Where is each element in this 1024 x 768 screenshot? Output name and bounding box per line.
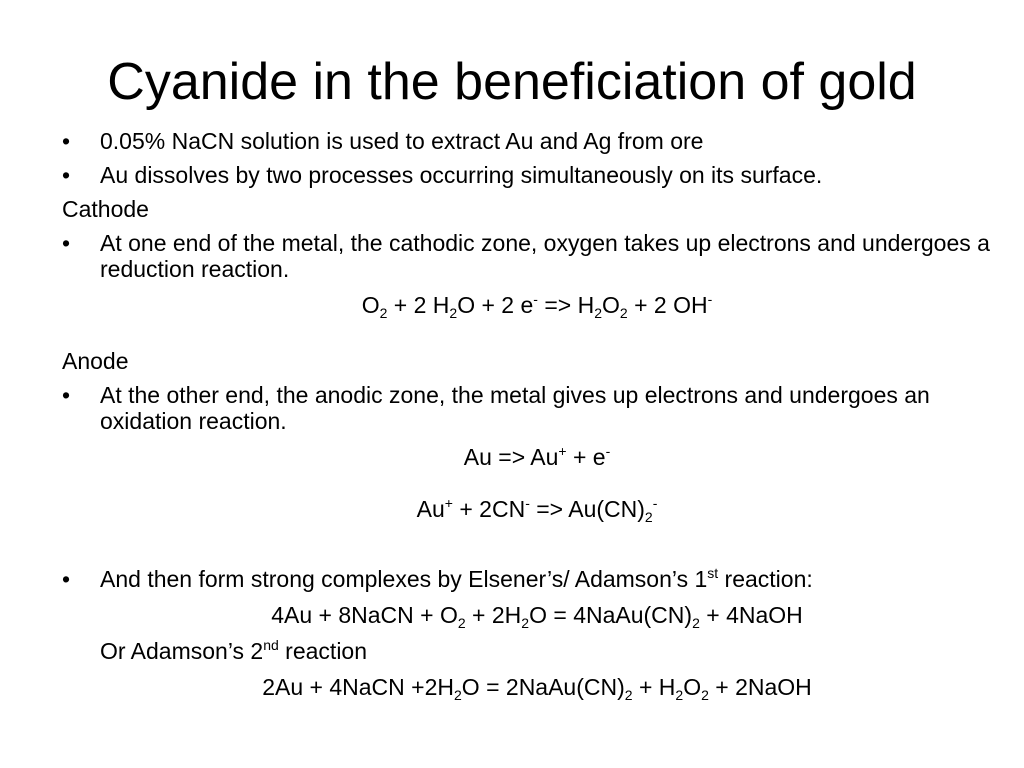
eq-part: 2Au + 4NaCN +2H bbox=[262, 674, 454, 700]
text-part: reaction bbox=[278, 638, 368, 664]
slide-title: Cyanide in the beneficiation of gold bbox=[107, 53, 917, 111]
eq-subscript: 2 bbox=[675, 687, 684, 703]
eq-part: + 2H bbox=[465, 602, 522, 628]
eq-subscript: 2 bbox=[644, 509, 653, 525]
eq-subscript: 2 bbox=[521, 615, 530, 631]
bullet-text: Au dissolves by two processes occurring simultaneously on its surface. bbox=[100, 162, 823, 188]
ordinal-superscript: nd bbox=[263, 637, 279, 653]
equation-elsener-reaction bbox=[62, 602, 1012, 631]
bullet-text: reaction: bbox=[718, 566, 813, 592]
adamson-second-reaction-label bbox=[62, 638, 1012, 664]
eq-part: + 2NaOH bbox=[708, 674, 812, 700]
eq-part: + 4NaOH bbox=[699, 602, 803, 628]
eq-part: => Au(CN) bbox=[529, 496, 645, 522]
eq-subscript: 2 bbox=[624, 687, 633, 703]
text-part: Or Adamson’s 2 bbox=[100, 638, 264, 664]
eq-part: Au bbox=[416, 496, 445, 522]
bullet-text: And then form strong complexes by Elsener’s/ Adamson’s 1 bbox=[100, 566, 708, 592]
eq-superscript: - bbox=[525, 495, 530, 511]
eq-superscript: - bbox=[707, 291, 713, 307]
eq-subscript: 2 bbox=[594, 305, 603, 321]
eq-part: + 2CN bbox=[452, 496, 526, 522]
bullet-cathodic-zone bbox=[62, 230, 1012, 282]
eq-subscript: 2 bbox=[449, 305, 458, 321]
eq-part: O = 2NaAu(CN) bbox=[461, 674, 625, 700]
bullet-two-processes bbox=[62, 162, 1012, 188]
ordinal-superscript: st bbox=[707, 565, 719, 581]
bullet-text: At one end of the metal, the cathodic zone, oxygen takes up electrons and undergoes a reduction reaction. bbox=[100, 230, 990, 282]
equation-cyanide-complex bbox=[62, 495, 1012, 525]
eq-superscript: - bbox=[652, 495, 658, 511]
equation-gold-oxidation bbox=[62, 444, 1012, 470]
slide-body bbox=[62, 128, 1012, 708]
eq-part: O bbox=[602, 292, 620, 318]
eq-part: + 2 OH bbox=[627, 292, 708, 318]
eq-superscript: + bbox=[444, 495, 453, 511]
eq-part: O bbox=[683, 674, 702, 700]
eq-part: + e bbox=[566, 444, 606, 470]
eq-part: Au => Au bbox=[463, 444, 559, 470]
bullet-text: At the other end, the anodic zone, the metal gives up electrons and undergoes an oxidation reaction. bbox=[100, 382, 930, 434]
eq-part: + 2 H bbox=[387, 292, 450, 318]
eq-subscript: 2 bbox=[379, 305, 388, 321]
eq-part: O bbox=[361, 292, 380, 318]
equation-cathode-reduction bbox=[62, 291, 1012, 321]
bullet-nacn-solution bbox=[62, 128, 1012, 154]
eq-subscript: 2 bbox=[454, 687, 462, 703]
eq-superscript: - bbox=[533, 291, 538, 307]
heading-anode: Anode bbox=[62, 348, 129, 374]
eq-superscript: + bbox=[558, 443, 567, 459]
eq-superscript: - bbox=[605, 443, 611, 459]
eq-subscript: 2 bbox=[619, 305, 628, 321]
heading-cathode: Cathode bbox=[62, 196, 149, 222]
eq-subscript: 2 bbox=[701, 687, 709, 703]
eq-part: + H bbox=[632, 674, 676, 700]
bullet-strong-complexes bbox=[62, 566, 1012, 592]
bullet-text: 0.05% NaCN solution is used to extract Au and Ag from ore bbox=[100, 128, 704, 154]
eq-part: => H bbox=[537, 292, 595, 318]
equation-adamson-second-reaction bbox=[62, 674, 1012, 703]
eq-part: O = 4NaAu(CN) bbox=[529, 602, 693, 628]
eq-subscript: 2 bbox=[457, 615, 466, 631]
eq-part: O + 2 e bbox=[457, 292, 534, 318]
eq-subscript: 2 bbox=[692, 615, 700, 631]
eq-part: 4Au + 8NaCN + O bbox=[271, 602, 458, 628]
bullet-anodic-zone bbox=[62, 382, 1012, 434]
